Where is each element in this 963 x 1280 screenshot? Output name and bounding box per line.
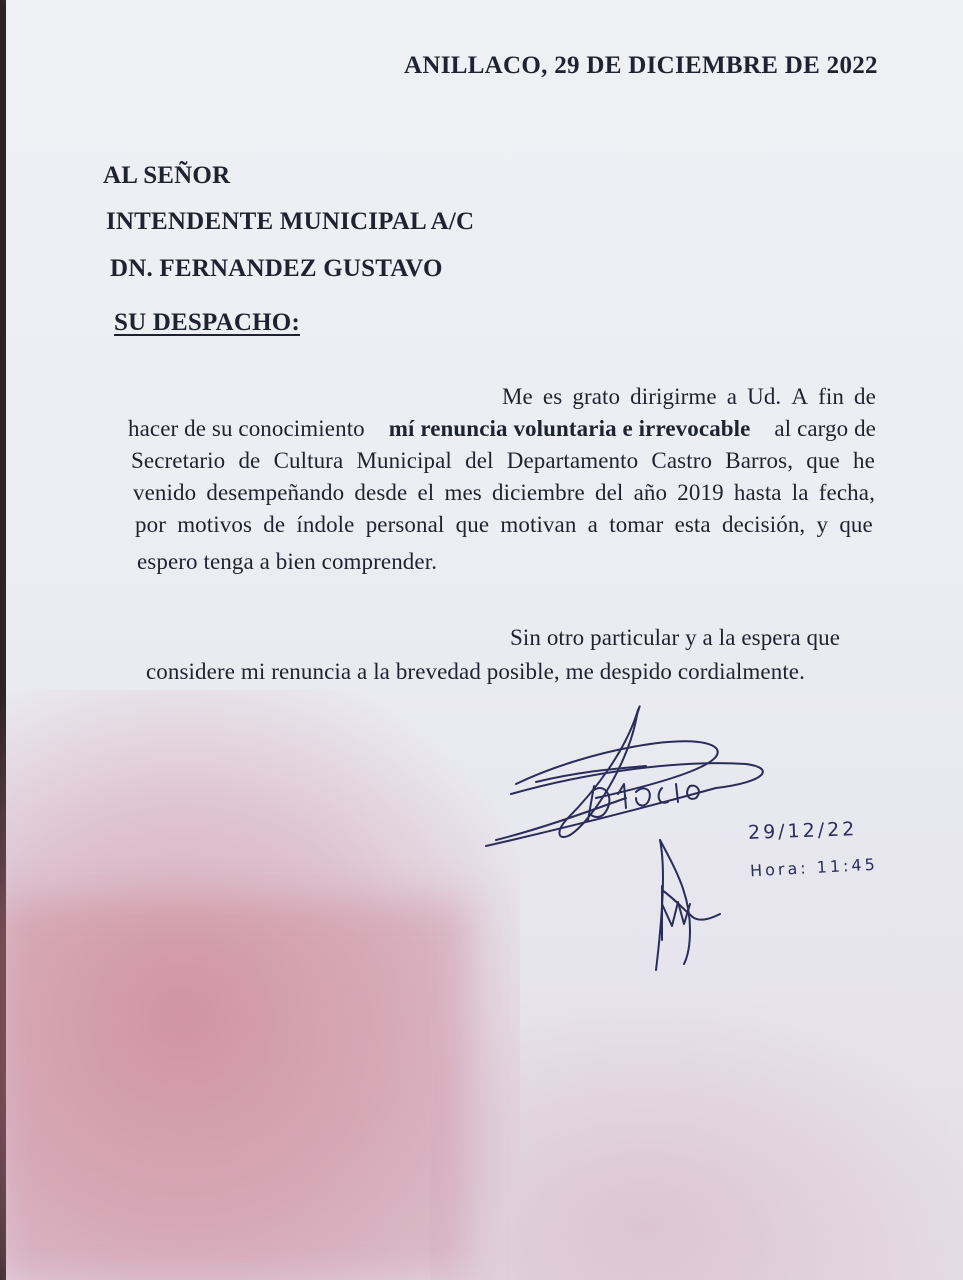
word: Municipal [356, 448, 452, 473]
word: que [839, 512, 873, 537]
paragraph2-line2: considere mi renuncia a la brevedad posible, me despido cordialmente. [146, 659, 805, 684]
word: del [595, 480, 624, 505]
resignation-phrase: mí renuncia voluntaria e irrevocable [388, 416, 751, 441]
word: Departamento [506, 448, 639, 473]
paragraph1-line2-pre: hacer de su conocimiento [128, 416, 365, 441]
word: año [633, 480, 668, 505]
word: de [238, 448, 261, 473]
recipient-line-3: DN. FERNANDEZ GUSTAVO [110, 255, 443, 282]
word: tomar [609, 512, 664, 537]
word: desempeñando [206, 480, 345, 505]
word: fin [818, 384, 844, 409]
recipient-line-1: AL SEÑOR [103, 162, 231, 189]
word: el [417, 480, 435, 505]
word: motivos [177, 512, 253, 537]
word: fecha, [818, 480, 875, 505]
word: la [791, 480, 809, 505]
word: mes [444, 480, 482, 505]
word: Me [502, 384, 533, 409]
word: de [854, 384, 876, 409]
place-date: ANILLACO, 29 DE DICIEMBRE DE 2022 [404, 52, 878, 79]
paragraph2-line1: Sin otro particular y a la espera que [510, 625, 841, 650]
word: Castro [651, 448, 713, 473]
word: y [816, 512, 829, 537]
word: del [465, 448, 494, 473]
word: dirigirme [630, 384, 717, 409]
word: venido [133, 480, 197, 505]
paragraph1-line4 [133, 480, 875, 506]
recipient-line-2: INTENDENTE MUNICIPAL A/C [106, 208, 475, 235]
word: Cultura [273, 448, 344, 473]
recipient-line-4: SU DESPACHO: [114, 309, 300, 336]
word: diciembre [491, 480, 585, 505]
word: he [852, 448, 875, 473]
word: esta [674, 512, 711, 537]
paragraph1-line2 [128, 416, 876, 442]
word: hasta [733, 480, 782, 505]
word: 2019 [677, 480, 724, 505]
word: desde [354, 480, 408, 505]
paragraph1-line2-post: al cargo de [774, 416, 876, 441]
word: es [542, 384, 563, 409]
paragraph1-line1 [502, 384, 876, 410]
word: decisión, [721, 512, 806, 537]
word: motivan [500, 512, 577, 537]
word: personal [365, 512, 445, 537]
word: a [726, 384, 738, 409]
paragraph1-line5 [135, 512, 873, 538]
word: Secretario [131, 448, 226, 473]
word: que [455, 512, 490, 537]
handwritten-date: 29/12/22 [747, 818, 858, 844]
word: Barros, [725, 448, 794, 473]
paragraph1-line3 [131, 448, 875, 474]
word: a [587, 512, 598, 537]
word: índole [296, 512, 355, 537]
word: A [791, 384, 809, 409]
word: grato [572, 384, 621, 409]
word: Ud. [747, 384, 782, 409]
word: que [806, 448, 840, 473]
paragraph1-line6: espero tenga a bien comprender. [137, 549, 438, 574]
word: de [263, 512, 286, 537]
handwritten-time: Hora: 11:45 [749, 854, 879, 881]
word: por [135, 512, 166, 537]
letter-page [6, 0, 963, 1280]
